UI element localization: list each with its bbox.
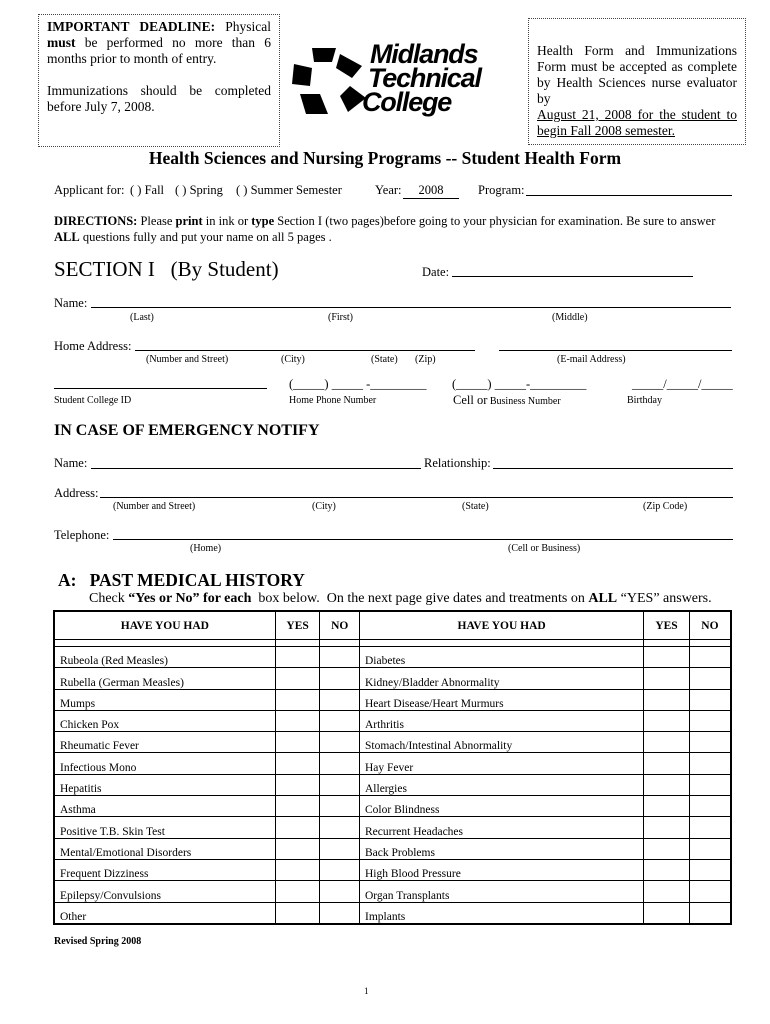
yes-box-left[interactable] bbox=[275, 732, 320, 753]
relationship-label: Relationship: bbox=[424, 456, 491, 470]
no-box-right[interactable] bbox=[689, 732, 731, 753]
em-street-hint: (Number and Street) bbox=[113, 501, 196, 512]
no-box-right[interactable] bbox=[689, 838, 731, 859]
condition-left: Hepatitis bbox=[54, 774, 275, 795]
program-field[interactable] bbox=[526, 195, 732, 196]
no-box-right[interactable] bbox=[689, 881, 731, 902]
yes-box-left[interactable] bbox=[275, 774, 320, 795]
health-form-notice bbox=[528, 18, 746, 145]
logo-line-2: Technical bbox=[368, 63, 481, 93]
no-box-right[interactable] bbox=[689, 817, 731, 838]
home-address-field[interactable] bbox=[135, 350, 475, 351]
college-logo bbox=[290, 39, 510, 122]
instr-text-3: “YES” answers. bbox=[617, 591, 712, 606]
medical-history-table bbox=[53, 610, 732, 925]
home-phone-hint: Home Phone Number bbox=[289, 395, 377, 406]
home-address-label: Home Address: bbox=[54, 339, 132, 353]
student-id-hint: Student College ID bbox=[54, 395, 132, 406]
yes-box-right[interactable] bbox=[644, 817, 690, 838]
option-summer[interactable]: ( ) Summer Semester bbox=[236, 183, 342, 197]
directions bbox=[54, 213, 744, 245]
section-subtitle: (By Student) bbox=[170, 257, 279, 281]
yes-box-left[interactable] bbox=[275, 753, 320, 774]
yes-box-right[interactable] bbox=[644, 753, 690, 774]
yes-box-left[interactable] bbox=[275, 668, 320, 689]
condition-right: Color Blindness bbox=[360, 796, 644, 817]
health-form-text: Health Form and Immunizations Form must be accepted as complete by Health Sciences nurse evaluator by bbox=[537, 43, 737, 106]
name-field[interactable] bbox=[91, 307, 731, 308]
page-number: 1 bbox=[364, 986, 369, 996]
instr-bold: “Yes or No” for each bbox=[128, 591, 252, 606]
deadline-title: IMPORTANT DEADLINE: bbox=[47, 19, 216, 34]
directions-text-2: in ink or bbox=[202, 214, 252, 228]
header-yes-left: YES bbox=[275, 611, 320, 640]
condition-right: Kidney/Bladder Abnormality bbox=[360, 668, 644, 689]
yes-box-right[interactable] bbox=[644, 732, 690, 753]
health-form-deadline: August 21, 2008 for the student to begin Fall 2008 semester. bbox=[537, 107, 737, 138]
condition-right: Hay Fever bbox=[360, 753, 644, 774]
section-number: SECTION I bbox=[54, 257, 155, 281]
name-label: Name: bbox=[54, 296, 88, 310]
immunization-deadline: Immunizations should be completed before July 7, 2008. bbox=[47, 83, 271, 114]
table-row bbox=[54, 796, 731, 817]
yes-box-right[interactable] bbox=[644, 838, 690, 859]
condition-right: Recurrent Headaches bbox=[360, 817, 644, 838]
condition-right: High Blood Pressure bbox=[360, 859, 644, 880]
telephone-label: Telephone: bbox=[54, 528, 110, 542]
directions-label: DIRECTIONS: bbox=[54, 214, 138, 228]
yes-box-left[interactable] bbox=[275, 902, 320, 924]
no-box-left[interactable] bbox=[320, 881, 360, 902]
table-row bbox=[54, 902, 731, 924]
table-row bbox=[54, 689, 731, 710]
table-header-row bbox=[54, 611, 731, 640]
table-row bbox=[54, 774, 731, 795]
logo-line-1: Midlands bbox=[370, 39, 478, 69]
home-phone-field[interactable]: (_____) _____ -_________ bbox=[289, 377, 427, 391]
condition-right: Organ Transplants bbox=[360, 881, 644, 902]
header-have-you-had-left: HAVE YOU HAD bbox=[54, 611, 275, 640]
no-box-left[interactable] bbox=[320, 817, 360, 838]
emergency-name-label: Name: bbox=[54, 456, 88, 470]
year-field[interactable]: 2008 bbox=[403, 183, 459, 199]
instr-text-2: box below. On the next page give dates and treatments on bbox=[251, 591, 589, 606]
condition-left: Rubeola (Red Measles) bbox=[54, 647, 275, 668]
directions-text-4: questions fully and put your name on all 5 pages . bbox=[79, 230, 332, 244]
condition-right: Heart Disease/Heart Murmurs bbox=[360, 689, 644, 710]
birthday-field[interactable]: _____/_____/_____ bbox=[632, 377, 733, 391]
condition-right: Allergies bbox=[360, 774, 644, 795]
no-box-left[interactable] bbox=[320, 668, 360, 689]
no-box-right[interactable] bbox=[689, 796, 731, 817]
option-fall[interactable]: ( ) Fall bbox=[130, 183, 165, 197]
no-box-right[interactable] bbox=[689, 710, 731, 731]
condition-left: Mumps bbox=[54, 689, 275, 710]
yes-box-right[interactable] bbox=[644, 647, 690, 668]
name-middle-hint: (Middle) bbox=[552, 312, 588, 323]
condition-right: Arthritis bbox=[360, 710, 644, 731]
email-field[interactable] bbox=[499, 350, 732, 351]
no-box-left[interactable] bbox=[320, 689, 360, 710]
condition-left: Rheumatic Fever bbox=[54, 732, 275, 753]
condition-left: Asthma bbox=[54, 796, 275, 817]
condition-left: Mental/Emotional Disorders bbox=[54, 838, 275, 859]
directions-text-3: Section I (two pages)before going to your physician for examination. Be sure to answer bbox=[274, 214, 716, 228]
section-title bbox=[54, 257, 279, 282]
no-box-left[interactable] bbox=[320, 902, 360, 924]
no-box-right[interactable] bbox=[689, 689, 731, 710]
no-box-left[interactable] bbox=[320, 732, 360, 753]
yes-box-left[interactable] bbox=[275, 710, 320, 731]
yes-box-right[interactable] bbox=[644, 796, 690, 817]
emergency-name-field[interactable] bbox=[91, 468, 421, 469]
yes-box-left[interactable] bbox=[275, 881, 320, 902]
state-hint: (State) bbox=[371, 354, 398, 365]
table-row bbox=[54, 859, 731, 880]
yes-box-right[interactable] bbox=[644, 881, 690, 902]
em-zip-hint: (Zip Code) bbox=[643, 501, 688, 512]
table-row bbox=[54, 668, 731, 689]
directions-type: type bbox=[251, 214, 275, 228]
no-box-right[interactable] bbox=[689, 902, 731, 924]
deadline-notice bbox=[38, 14, 280, 147]
condition-left: Positive T.B. Skin Test bbox=[54, 817, 275, 838]
condition-left: Frequent Dizziness bbox=[54, 859, 275, 880]
no-box-right[interactable] bbox=[689, 774, 731, 795]
yes-box-right[interactable] bbox=[644, 859, 690, 880]
header-no-left: NO bbox=[320, 611, 360, 640]
condition-left: Other bbox=[54, 902, 275, 924]
no-box-left[interactable] bbox=[320, 710, 360, 731]
page-title: Health Sciences and Nursing Programs -- Student Health Form bbox=[148, 148, 622, 168]
city-hint: (City) bbox=[281, 354, 305, 365]
condition-left: Chicken Pox bbox=[54, 710, 275, 731]
instr-all: ALL bbox=[588, 591, 618, 606]
table-row bbox=[54, 838, 731, 859]
table-body bbox=[54, 640, 731, 924]
yes-box-right[interactable] bbox=[644, 710, 690, 731]
no-box-left[interactable] bbox=[320, 796, 360, 817]
date-label: Date: bbox=[422, 265, 450, 279]
condition-right: Back Problems bbox=[360, 838, 644, 859]
year-label: Year: bbox=[375, 183, 402, 197]
date-field[interactable] bbox=[452, 276, 693, 277]
condition-left: Infectious Mono bbox=[54, 753, 275, 774]
directions-print: print bbox=[175, 214, 203, 228]
directions-all: ALL bbox=[54, 230, 80, 244]
email-hint: (E-mail Address) bbox=[557, 354, 626, 365]
table-row bbox=[54, 881, 731, 902]
table-row bbox=[54, 732, 731, 753]
condition-left: Rubella (German Measles) bbox=[54, 668, 275, 689]
table-row bbox=[54, 753, 731, 774]
telephone-home-hint: (Home) bbox=[190, 543, 222, 554]
star-logo-icon bbox=[290, 46, 368, 118]
yes-box-right[interactable] bbox=[644, 774, 690, 795]
table-row bbox=[54, 710, 731, 731]
zip-hint: (Zip) bbox=[415, 354, 436, 365]
em-city-hint: (City) bbox=[312, 501, 336, 512]
history-instructions bbox=[89, 591, 712, 607]
em-state-hint: (State) bbox=[462, 501, 489, 512]
table-spacer-row bbox=[54, 640, 731, 647]
cell-label: Cell or bbox=[453, 393, 488, 407]
no-box-right[interactable] bbox=[689, 859, 731, 880]
no-box-left[interactable] bbox=[320, 753, 360, 774]
program-label: Program: bbox=[478, 183, 525, 197]
no-box-left[interactable] bbox=[320, 859, 360, 880]
cell-phone-field[interactable]: (_____) _____-_________ bbox=[452, 377, 587, 391]
yes-box-left[interactable] bbox=[275, 859, 320, 880]
deadline-text-tail: be performed no more than 6 months prior to month of entry. bbox=[47, 35, 271, 66]
yes-box-left[interactable] bbox=[275, 647, 320, 668]
emergency-title: IN CASE OF EMERGENCY NOTIFY bbox=[54, 422, 320, 439]
relationship-field[interactable] bbox=[493, 468, 733, 469]
yes-box-right[interactable] bbox=[644, 689, 690, 710]
yes-box-left[interactable] bbox=[275, 817, 320, 838]
directions-text-1: Please bbox=[137, 214, 176, 228]
condition-right: Stomach/Intestinal Abnormality bbox=[360, 732, 644, 753]
no-box-left[interactable] bbox=[320, 774, 360, 795]
street-hint: (Number and Street) bbox=[146, 354, 229, 365]
yes-box-left[interactable] bbox=[275, 689, 320, 710]
telephone-cell-hint: (Cell or Business) bbox=[508, 543, 581, 554]
header-no-right: NO bbox=[689, 611, 731, 640]
no-box-left[interactable] bbox=[320, 838, 360, 859]
condition-right: Diabetes bbox=[360, 647, 644, 668]
emergency-address-label: Address: bbox=[54, 486, 99, 500]
birthday-hint: Birthday bbox=[627, 395, 662, 406]
logo-line-3: College bbox=[362, 87, 452, 117]
business-label: Business Number bbox=[487, 396, 561, 407]
history-title: A: PAST MEDICAL HISTORY bbox=[58, 570, 305, 590]
option-spring[interactable]: ( ) Spring bbox=[175, 183, 223, 197]
yes-box-left[interactable] bbox=[275, 796, 320, 817]
deadline-must: must bbox=[47, 35, 76, 50]
no-box-right[interactable] bbox=[689, 647, 731, 668]
yes-box-right[interactable] bbox=[644, 902, 690, 924]
no-box-left[interactable] bbox=[320, 647, 360, 668]
deadline-text: Physical bbox=[215, 19, 271, 34]
student-id-field[interactable] bbox=[54, 388, 267, 389]
header-yes-right: YES bbox=[644, 611, 690, 640]
yes-box-left[interactable] bbox=[275, 838, 320, 859]
telephone-field[interactable] bbox=[113, 539, 733, 540]
condition-left: Epilepsy/Convulsions bbox=[54, 881, 275, 902]
revised-note: Revised Spring 2008 bbox=[54, 936, 142, 947]
yes-box-right[interactable] bbox=[644, 668, 690, 689]
condition-right: Implants bbox=[360, 902, 644, 924]
no-box-right[interactable] bbox=[689, 753, 731, 774]
table-row bbox=[54, 647, 731, 668]
emergency-address-field[interactable] bbox=[100, 497, 733, 498]
cell-phone-hint bbox=[453, 393, 561, 408]
name-last-hint: (Last) bbox=[130, 312, 154, 323]
table-row bbox=[54, 817, 731, 838]
no-box-right[interactable] bbox=[689, 668, 731, 689]
instr-text-1: Check bbox=[89, 591, 129, 606]
header-have-you-had-right: HAVE YOU HAD bbox=[360, 611, 644, 640]
applicant-label: Applicant for: bbox=[54, 183, 125, 197]
name-first-hint: (First) bbox=[328, 312, 353, 323]
